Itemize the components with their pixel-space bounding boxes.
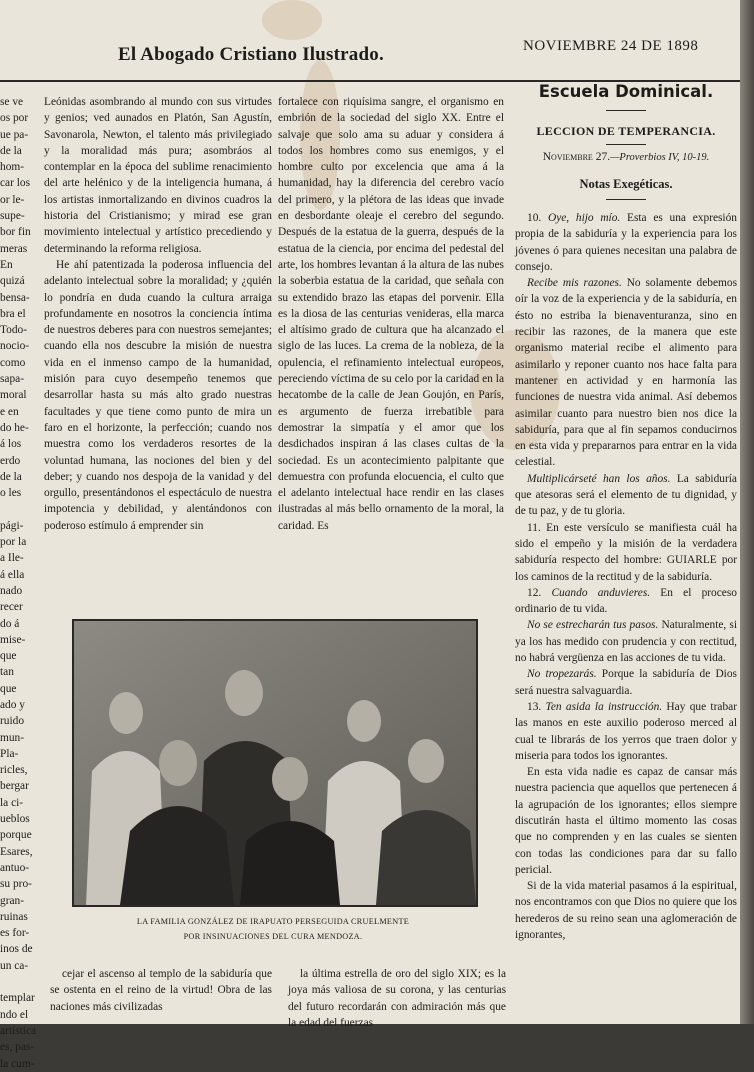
margin-fragment: artística <box>0 1024 37 1037</box>
page-edge-shadow <box>740 0 754 1024</box>
lesson-date-month: Noviembre 27. <box>542 151 611 163</box>
margin-fragment <box>0 501 36 517</box>
note-text: Naturalmente, si ya los has medido con prudencia y con rectitud, no habrá vergüenza en las acciones de tu vida. <box>515 619 737 665</box>
note-phrase: Oye, hijo mío. <box>547 212 621 224</box>
margin-fragment: sapa- <box>0 373 25 386</box>
margin-fragment: ado y <box>0 698 25 711</box>
margin-fragment: la ci- <box>0 796 24 809</box>
margin-fragment: de la <box>0 144 22 157</box>
margin-fragment: do á <box>0 617 20 630</box>
note-number: 10. <box>527 212 548 224</box>
divider <box>606 199 646 200</box>
photo-illustration <box>74 621 476 905</box>
margin-fragment: que <box>0 682 17 695</box>
margin-fragment: ue pa- <box>0 128 29 141</box>
margin-fragment: su pro- <box>0 878 32 891</box>
margin-fragment: ueblos <box>0 813 30 826</box>
margin-fragment: nado <box>0 584 23 597</box>
margin-fragment: de la <box>0 470 22 483</box>
exegetical-note <box>515 210 737 275</box>
paragraph: fortalece con riquísima sangre, el organismo en embrión de la sociedad del siglo XX. Entre el salvaje que solo ama su aduar y considera á todos los hombres como sus enemigos, y el hombre culto por excelencia que ama á la humanidad, hay la diferencia del cerebro vacío del primero, y la plétora de las ideas que invade en desbordante oleaje el cerebro del segundo. Después de la estatua de la guerra, después de la estatua de la ciencia, por encima del pedestal del arte, los hombres levantan á la altura de las nubes la soberbia estatua de la caridad, que señala con su extendido brazo las etapas del porvenir. Ella es la diosa de las centurias venideras, ella marca el altísimo grado de cultura que ha alcanzado el siglo de las luces. La crema de la nobleza, de la opulencia, el refinamiento intelectual europeos, pereciendo víctima de su celo por la caridad en la hecatombe de la calle de Jean Goujón, en París, es argumento de fuerza irrebatible para demostrar la simpatía y el amor que los desdichados inspiran á las clases cultas de la sociedad. Es un acontecimiento palpitante que demuestra con profunda elocuencia, el culto que el adelanto intelectual hace rendir en las clases ilustradas al más bello ornamento de la moral, la caridad. Es <box>278 96 504 532</box>
margin-fragment: por la <box>0 536 27 549</box>
margin-fragment: á los <box>0 438 22 451</box>
margin-fragment: ruido <box>0 715 25 728</box>
margin-fragment: es for- <box>0 927 30 940</box>
margin-fragment: gran- <box>0 894 25 907</box>
margin-fragment: nocio- <box>0 340 30 353</box>
notes-heading: Notas Exegéticas. <box>579 177 673 191</box>
margin-fragment: antuo- <box>0 861 30 874</box>
paper-stain <box>262 0 322 40</box>
exegetical-note <box>515 275 737 471</box>
exegetical-note <box>515 666 737 699</box>
photo-caption <box>72 914 474 944</box>
margin-fragment: mun- <box>0 731 25 744</box>
margin-fragment: do he- <box>0 421 29 434</box>
lesson-date <box>515 151 737 163</box>
margin-fragment: bra el <box>0 307 26 320</box>
bottom-column-1 <box>50 966 272 1015</box>
margin-fragment: quizá <box>0 275 25 288</box>
margin-fragment: que <box>0 650 17 663</box>
margin-fragment: ricles, <box>0 764 28 777</box>
note-phrase: Cuando anduvieres. <box>551 586 651 599</box>
note-text: La sabiduría que atesoras será el elemento de tu dignidad, y de tu paz, y de tu gloria. <box>515 472 737 518</box>
note-phrase: No tropezarás. <box>527 668 597 681</box>
margin-fragment: Todo- <box>0 324 28 337</box>
margin-fragment: meras <box>0 242 28 255</box>
note-text: Porque la sabiduría de Dios será nuestra salvaguardia. <box>515 668 737 697</box>
margin-fragment: En <box>0 258 13 271</box>
note-text: Hay que trabar las manos en este auxilio poderoso merced al cual te librarás de los yerros que traen dolor y miseria para todos los ignorantes. <box>515 700 737 762</box>
exegetical-note <box>515 878 737 943</box>
exegetical-note <box>515 471 737 520</box>
margin-fragment: es, pas- <box>0 1041 35 1054</box>
exegetical-note <box>515 699 737 764</box>
margin-fragment: bensa- <box>0 291 30 304</box>
note-text: En el proceso ordinario de tu vida. <box>515 586 737 616</box>
caption-line: LA FAMILIA GONZÁLEZ DE IRAPUATO PERSEGUIDA CRUELMENTE <box>136 917 410 926</box>
paragraph: la última estrella de oro del siglo XIX; es la joya más valiosa de su corona, y las centurias del futuro recordarán con admiración más que la edad del fuerzas <box>288 968 506 1029</box>
article-column-1 <box>44 94 272 534</box>
margin-fragment: templar <box>0 992 35 1005</box>
margin-fragment: erdo <box>0 454 21 467</box>
margin-fragment: car los <box>0 177 31 190</box>
margin-fragment: recer <box>0 601 23 614</box>
margin-fragment: ruinas <box>0 910 28 923</box>
note-text: En este versículo se manifiesta cuál ha sido el empeño y la misión de la verdadera sabiduría respecto del hombre: GUIARLE por los caminos de la rectitud y de la sabiduría. <box>515 521 737 583</box>
margin-fragment: e en <box>0 405 19 418</box>
margin-fragment: un ca- <box>0 959 29 972</box>
note-number: 13. <box>527 700 546 713</box>
lesson-title: LECCION DE TEMPERANCIA. <box>536 124 716 138</box>
divider <box>606 144 646 145</box>
margin-fragment: bor fin <box>0 226 31 239</box>
newspaper-title: El Abogado Cristiano Ilustrado. <box>118 44 384 65</box>
margin-fragment: pági- <box>0 519 24 532</box>
margin-fragment: moral <box>0 389 27 402</box>
margin-fragment: mise- <box>0 633 26 646</box>
note-text: En esta vida nadie es capaz de cansar más nuestra paciencia que aquellos que pertenecen á la agrupación de los ignorantes; ellos siempre discutirán hasta el último momento las cosas que no comprenden y en las cuales se sienten con todas las condiciones para dar su fallo pericial. <box>515 766 737 876</box>
margin-fragment: Pla- <box>0 747 19 760</box>
margin-fragment: tan <box>0 666 14 679</box>
margin-fragment: hom- <box>0 161 25 174</box>
margin-fragment <box>0 974 36 990</box>
left-margin-fragments <box>0 94 36 1072</box>
margin-fragment: a Ile- <box>0 552 24 565</box>
exegetical-note <box>515 520 737 585</box>
sunday-school-heading: Escuela Dominical. <box>538 82 714 101</box>
exegetical-note <box>515 617 737 666</box>
margin-fragment: inos de <box>0 943 33 956</box>
paragraph: He ahí patentizada la poderosa influencia del adelanto intelectual sobre la moralidad; y ¿quién lo pondría en duda cuando la cultura arraiga profundamente en nosotros la conciencia íntima de nuestros deberes para con nuestros semejantes; cuando ella nos descubre la misión de nuestra vida en el inmenso campo de la humanidad, misión para cuyo desempeño tenemos que desarrollar hasta su más alto grado nuestras facultades y que tiene como punto de mira un faro en el horizonte, la perfección; cuando nos muestra como los verdaderos resortes de la voluntad humana, las nociones del bien y del deber; y cuando nos despoja de la vanidad y del orgullo, presentándonos el espectáculo de nuestra impotencia y debilidad, y alentándonos con poderoso estímulo á emprender sin <box>44 258 272 532</box>
lesson-date-ref: —Proverbios IV, 10-19. <box>610 152 710 163</box>
note-text: No solamente debemos oír la voz de la experiencia y de la sabiduría, en ésto no estriba la bienaventuranza, sino en recibir las razones, de la manera que este organismo material recibe el alimento para asimilarlo y reponer cuanto nos hace falta para mantener en actividad y en harmonía las funciones de nuestra vida animal. Así debemos asimilar cuanto para nuestro bien nos dice la sabiduría, para que al fin sepamos conducirnos en esta vida y prepararnos para entrar en la vida celestial. <box>515 277 737 469</box>
margin-fragment: Esares, <box>0 845 33 858</box>
margin-fragment: bergar <box>0 780 29 793</box>
margin-fragment: o les <box>0 487 22 500</box>
margin-fragment: ndo el <box>0 1008 29 1021</box>
note-number: 12. <box>527 586 552 599</box>
divider <box>606 110 646 111</box>
note-number: 11. <box>527 521 547 534</box>
sunday-school-column <box>515 210 737 943</box>
note-phrase: Multiplicárseté han los años. <box>527 472 671 485</box>
bottom-column-2 <box>288 966 506 1031</box>
article-column-2 <box>278 94 504 534</box>
margin-fragment: la cum- <box>0 1057 35 1070</box>
margin-fragment: or le- <box>0 193 25 206</box>
exegetical-note <box>515 764 737 878</box>
margin-fragment: como <box>0 356 26 369</box>
margin-fragment: supe- <box>0 210 25 223</box>
margin-fragment: porque <box>0 829 32 842</box>
note-phrase: No se estrecharán tus pasos. <box>527 619 659 632</box>
exegetical-note <box>515 585 737 618</box>
margin-fragment: se ve <box>0 96 24 108</box>
caption-line: POR INSINUACIONES DEL CURA MENDOZA. <box>183 932 363 941</box>
note-text: Si de la vida material pasamos á la espiritual, nos encontramos con que Dios no quiere que los herederos de su reino sean una aglomeración de ignorantes, <box>515 880 737 942</box>
paragraph: cejar el ascenso al templo de la sabiduría que se ostenta en el reino de la virtud! Obra de las naciones más civilizadas <box>50 968 272 1013</box>
family-photograph <box>72 619 478 907</box>
note-text: Esta es una expresión propia de la sabiduría y la experiencia para los jóvenes ó para quienes necesitan una palabra de consejo. <box>515 212 737 273</box>
paragraph: Leónidas asombrando al mundo con sus virtudes y genios; ved aunados en Platón, San Agustín, Savonarola, Newton, el talento más privilegiado y la moralidad más pura; asombráos al contemplar en la época del sublime renacimiento del arte helénico y de la inteligencia humana, á los artistas inmortalizando en divinos cuadros la historia del Cristianismo; y mirad ese gran movimiento intelectual y artístico precediendo y determinando la reforma religiosa. <box>44 96 272 255</box>
margin-fragment: á ella <box>0 568 25 581</box>
note-phrase: Ten asida la instrucción. <box>545 700 663 713</box>
note-phrase: Recibe mis razones. <box>527 277 622 290</box>
issue-date: NOVIEMBRE 24 DE 1898 <box>523 38 699 54</box>
margin-fragment: os por <box>0 112 29 125</box>
